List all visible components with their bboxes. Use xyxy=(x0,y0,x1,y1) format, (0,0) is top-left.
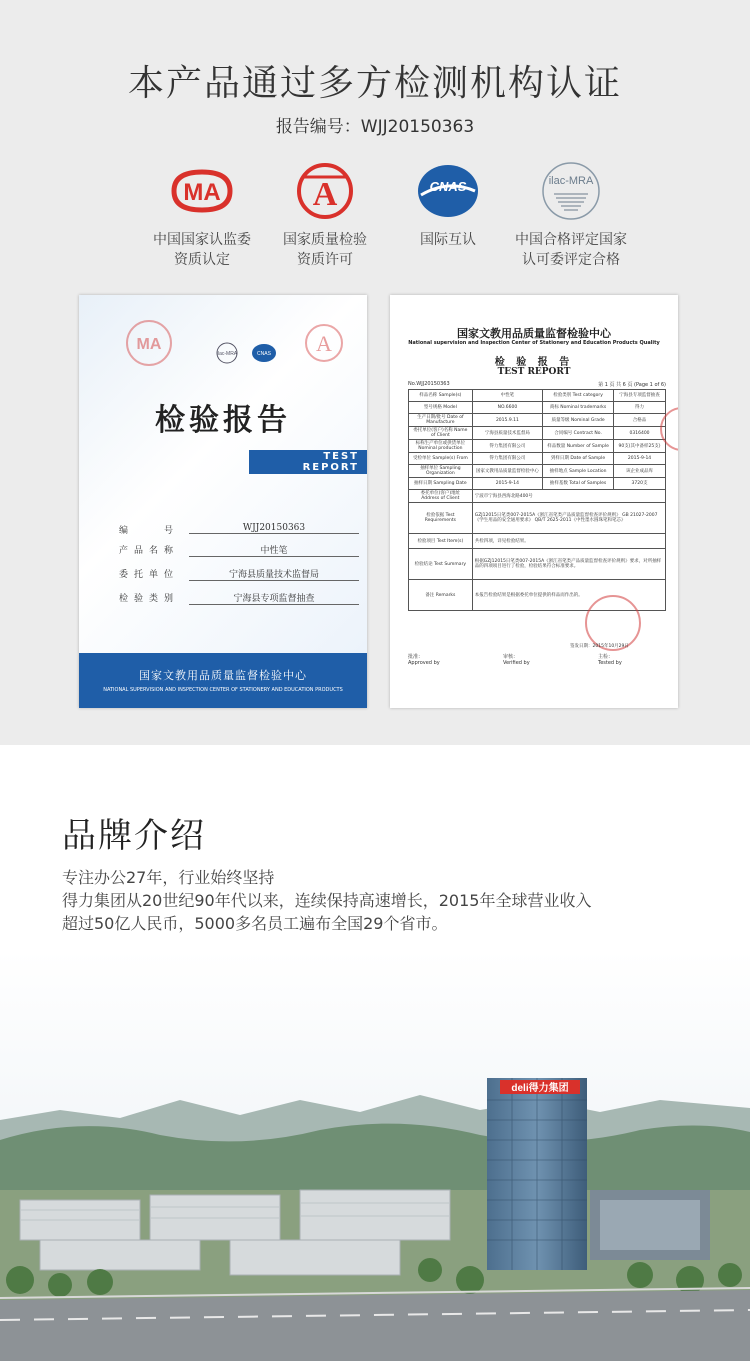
ilac-logo-text: ilac-MRA xyxy=(548,175,594,187)
field-value: 宁海县质量技术监督局 xyxy=(189,567,359,581)
band-line1: TEST xyxy=(323,451,359,462)
report-table-row xyxy=(409,503,666,534)
report-cell-value: GZJ12015日笔类007-2015A《浙江省笔类产品质量监督检查评价规则》 GB 21027-2007《学生用品的安全通用要求》 QB/T 2625-2011《中性墨水圆珠笔和笔芯》 xyxy=(472,503,665,534)
report-table-row xyxy=(409,414,666,427)
report-table-row xyxy=(409,402,666,414)
cert-caption: 中国合格评定国家 认可委评定合格 xyxy=(515,232,627,268)
report-table-row xyxy=(409,490,666,503)
test-report-document xyxy=(390,295,678,708)
report-cell-value: 中性笔 xyxy=(472,390,542,402)
report-table-row xyxy=(409,390,666,402)
cover-footer-cn: 国家文教用品质量监督检验中心 xyxy=(139,669,307,682)
report-cell-value: NO.6600 xyxy=(472,402,542,414)
cert-item-cnas xyxy=(386,160,510,250)
cover-cal-text: A xyxy=(316,331,332,356)
cover-cnas-text: CNAS xyxy=(257,351,271,357)
verified-en: Verified by xyxy=(503,660,530,666)
report-cell-label: 到样日期 Date of Sample xyxy=(543,453,614,465)
cover-field-product xyxy=(119,543,359,561)
report-cell-value: 宁海县专项监督抽查 xyxy=(614,390,666,402)
report-table-row xyxy=(409,427,666,440)
cert-caption: 中国国家认监委 资质认定 xyxy=(153,232,251,268)
report-cell-label: 质量等级 Nominal Grade xyxy=(543,414,614,427)
report-cell-value: 合格品 xyxy=(614,414,666,427)
report-cell-label: 生产日期/批号 Date of Manufacture xyxy=(409,414,473,427)
cover-field-number xyxy=(119,523,359,541)
report-cell-value: 3720支 xyxy=(614,478,666,490)
report-cell-label: 抽样基数 Total of Samples xyxy=(543,478,614,490)
report-number: 报告编号：WJJ20150363 xyxy=(275,117,475,137)
cal-icon xyxy=(263,160,387,222)
signature-row xyxy=(408,653,666,669)
ilac-mra-icon xyxy=(509,160,633,222)
cover-footer-en: NATIONAL SUPERVISION AND INSPECTION CENTER OF STATIONERY AND EDUCATION PRODUCTS xyxy=(103,687,343,693)
cover-field-category xyxy=(119,591,359,609)
cover-logos xyxy=(109,315,349,375)
report-cell-label: 检验项目 Test Item(s) xyxy=(409,534,473,549)
report-cell-label: 抽样地点 Sample Location xyxy=(543,465,614,478)
field-label: 产品名称 xyxy=(119,546,180,556)
cover-title: 检验报告 xyxy=(155,403,291,438)
page-title: 本产品通过多方检测机构认证 xyxy=(127,63,622,104)
report-cell-value: 得力集团有限公司 xyxy=(472,440,542,453)
report-cell-value: 共检四项，详见检验结果。 xyxy=(472,534,665,549)
report-cell-label: 标称生产单位或供货单位 Nominal production xyxy=(409,440,473,453)
report-cell-value: 该企业成品库 xyxy=(614,465,666,478)
report-cell-label: 检验结论 Test Summary xyxy=(409,549,473,580)
brand-line: 超过50亿人民币，5000多名员工遍布全国29个省市。 xyxy=(62,914,448,933)
report-table-row xyxy=(409,549,666,580)
report-title-cn: 检 验 报 告 xyxy=(494,357,574,368)
report-no: No.WJJ20150363 xyxy=(408,381,450,387)
report-cell-value: 90支(其中备样25支) xyxy=(614,440,666,453)
cert-item-cma xyxy=(140,160,264,270)
cover-footer xyxy=(79,653,367,708)
field-label: 编 号 xyxy=(119,526,180,536)
field-label: 委托单位 xyxy=(119,570,180,580)
report-cell-label: 商标 Nominal trademarks xyxy=(543,402,614,414)
report-table-row xyxy=(409,440,666,453)
report-table-row xyxy=(409,478,666,490)
report-cover-document xyxy=(79,295,367,708)
tested-label: 主检： xyxy=(598,654,614,660)
report-table-row xyxy=(409,534,666,549)
report-meta xyxy=(408,381,666,387)
field-value: WJJ20150363 xyxy=(189,523,359,534)
brand-title: 品牌介绍 xyxy=(62,816,206,856)
report-cell-label: 样品名称 Sample(s) xyxy=(409,390,473,402)
report-cell-label: 受检单位 Sample(s) From xyxy=(409,453,473,465)
report-page: 第 1 页 共 6 页 (Page 1 of 6) xyxy=(598,382,666,388)
report-cell-label: 委托单位(客户)地址 Address of Client xyxy=(409,490,473,503)
test-report-band xyxy=(249,450,367,474)
cover-field-client xyxy=(119,567,359,585)
brand-description xyxy=(62,866,591,935)
cert-caption: 国际互认 xyxy=(420,232,476,248)
certification-list xyxy=(140,160,630,270)
issue-date: 签发日期：2015年10月29日 xyxy=(570,644,629,649)
report-cell-value: 本报告检验结果是根据委托单位提供的样品而作出的。 xyxy=(472,580,665,611)
cert-item-ilac xyxy=(509,160,633,270)
headquarters-photo xyxy=(0,950,750,1361)
verified-label: 审核： xyxy=(503,654,519,660)
report-cell-label: 检验依据 Test Requirements xyxy=(409,503,473,534)
cover-ilac-text: ilac-MRA xyxy=(216,351,238,357)
cert-caption: 国家质量检验 资质许可 xyxy=(283,232,367,268)
report-table-row xyxy=(409,465,666,478)
report-cell-value: 2015-9-14 xyxy=(614,453,666,465)
report-cell-value: 得力集团有限公司 xyxy=(472,453,542,465)
cnas-logo-text: CNAS xyxy=(429,179,467,194)
brand-line: 专注办公27年，行业始终坚持 xyxy=(62,868,275,887)
report-cell-label: 型号规格 Model xyxy=(409,402,473,414)
band-line2: REPORT xyxy=(302,462,359,473)
report-table-row xyxy=(409,453,666,465)
report-table xyxy=(408,389,666,611)
cnas-icon xyxy=(386,160,510,222)
cert-item-cal xyxy=(263,160,387,270)
cma-logo-text: MA xyxy=(183,179,221,206)
cover-cma-text: MA xyxy=(136,336,162,353)
report-cell-value: 根据GZJ12015日笔类007-2015A《浙江省笔类产品质量监督检查评价规则》要求，对所抽样品的四项项目进行了检验，检验结果符合标准要求。 xyxy=(472,549,665,580)
field-label: 检验类别 xyxy=(119,594,180,604)
building-sign: deli得力集团 xyxy=(511,1083,569,1094)
report-cell-label: 检验类别 Test category xyxy=(543,390,614,402)
report-cell-value: 2015-9-14 xyxy=(472,478,542,490)
report-cell-label: 合同编号 Contract No. xyxy=(543,427,614,440)
report-org-cn: 国家文教用品质量监督检验中心 xyxy=(457,327,611,340)
report-org-en: National supervision and Inspection Center of Stationery and Education Products Quality xyxy=(408,340,660,346)
tested-en: Tested by xyxy=(598,660,622,666)
approved-label: 批准： xyxy=(408,654,424,660)
field-value: 宁海县专项监督抽查 xyxy=(189,591,359,605)
field-value: 中性笔 xyxy=(189,543,359,557)
report-cell-value: 国家文教用品质量监督检验中心 xyxy=(472,465,542,478)
report-cell-label: 样品数量 Number of Sample xyxy=(543,440,614,453)
cma-icon xyxy=(140,160,264,222)
report-cell-label: 委托单位(客户)名称 Name of Client xyxy=(409,427,473,440)
report-cell-value: 2015.9.11 xyxy=(472,414,542,427)
report-cell-value: 宁海县质量技术监督局 xyxy=(472,427,542,440)
report-cell-value: 0316400 xyxy=(614,427,666,440)
report-cell-label: 备注 Remarks xyxy=(409,580,473,611)
report-cell-label: 抽样日期 Sampling Date xyxy=(409,478,473,490)
report-title-en: TEST REPORT xyxy=(497,367,571,377)
approved-en: Approved by xyxy=(408,660,440,666)
report-cell-value: 得力 xyxy=(614,402,666,414)
brand-line: 得力集团从20世纪90年代以来，连续保持高速增长，2015年全球营业收入 xyxy=(62,891,592,910)
report-cell-label: 抽样单位 Sampling Organization xyxy=(409,465,473,478)
report-cell-value: 宁波市宁海县西海北路400号 xyxy=(472,490,665,503)
cal-logo-text: A xyxy=(312,176,338,213)
